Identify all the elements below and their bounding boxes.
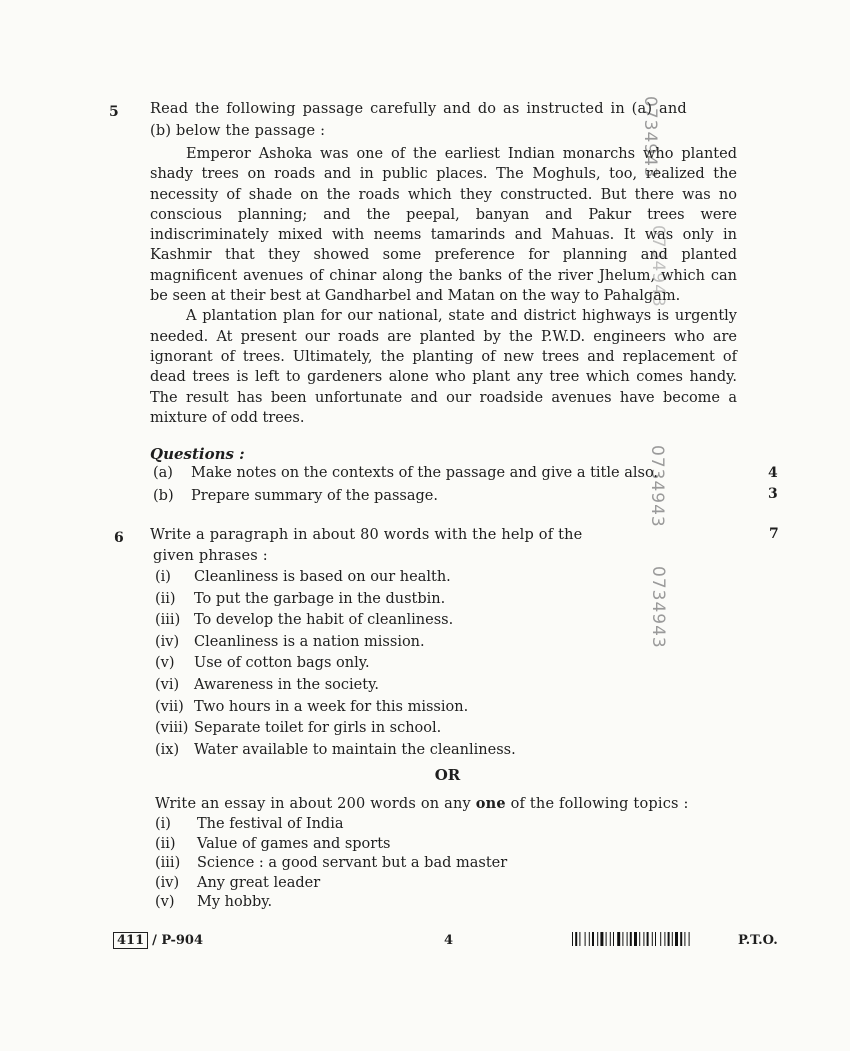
list-item: [155, 740, 516, 762]
list-item-text: Cleanliness is a nation mission.: [194, 633, 425, 650]
list-item-text: To put the garbage in the dustbin.: [194, 590, 446, 607]
paper-code-box: 411: [113, 932, 148, 949]
watermark-serial-3: 0734943: [647, 445, 667, 528]
q5-question-b-marks: 3: [768, 486, 778, 502]
list-item-text: Use of cotton bags only.: [194, 655, 370, 672]
q6-phrase-list: [155, 567, 516, 761]
list-item-text: Separate toilet for girls in school.: [194, 720, 442, 737]
list-item: [155, 675, 516, 697]
q5-question-b: [153, 488, 438, 504]
list-item-label: (v): [155, 894, 175, 911]
q5-question-a-text: Make notes on the contexts of the passage and give a title also.: [191, 465, 659, 481]
list-item-label: (vii): [155, 698, 184, 715]
list-item-label: (v): [155, 655, 175, 672]
q5-question-b-text: Prepare summary of the passage.: [191, 488, 438, 504]
list-item-label: (i): [155, 816, 171, 832]
list-item: [155, 589, 516, 611]
q5-question-a-marks: 4: [768, 465, 778, 481]
list-item: [155, 835, 507, 855]
list-item: [155, 610, 516, 632]
list-item: [155, 718, 516, 740]
list-item: [155, 653, 516, 675]
q6-instruction-line2: given phrases :: [153, 548, 268, 564]
list-item-text: To develop the habit of cleanliness.: [194, 612, 454, 629]
list-item: [155, 854, 507, 874]
paper-code: [113, 933, 203, 948]
watermark-serial-4: 0734943: [648, 566, 668, 649]
list-item: [155, 697, 516, 719]
list-item-label: (iv): [155, 633, 180, 650]
list-item-text: Two hours in a week for this mission.: [194, 698, 469, 715]
list-item-text: Value of games and sports: [197, 835, 391, 852]
watermark-serial-2: 0734943: [648, 225, 668, 308]
list-item-label: (viii): [155, 720, 189, 737]
page-number: 4: [444, 933, 454, 948]
list-item-text: Awareness in the society.: [194, 676, 379, 693]
q5-passage: [150, 144, 737, 428]
list-item-label: (vi): [155, 676, 180, 693]
q5-question-a-label: (a): [153, 465, 173, 481]
list-item-text: My hobby.: [197, 894, 273, 911]
list-item-label: (ix): [155, 741, 180, 758]
q5-instruction-line1: Read the following passage carefully and do as instructed in (a) and: [150, 101, 687, 117]
list-item-text: Cleanliness is based on our health.: [194, 569, 451, 585]
list-item-label: (iii): [155, 855, 181, 872]
passage-paragraph-2: A plantation plan for our national, state and district highways is urgently needed. At present our roads are planted by the P.W.D. engineers who are ignorant of trees. Ultimately, the planting of new trees and replacement of dead trees is left to gardeners alone who plant any tree which comes handy. The result has been unfortunate and our roadside avenues have become a mixture of odd trees.: [150, 308, 737, 426]
questions-heading: Questions :: [150, 445, 245, 463]
list-item-label: (iii): [155, 612, 181, 629]
q5-question-a: [153, 465, 658, 481]
list-item: [155, 632, 516, 654]
list-item: [155, 815, 507, 835]
or-separator: OR: [434, 766, 461, 784]
question-number-6: 6: [114, 530, 124, 546]
list-item-text: Water available to maintain the cleanliness.: [194, 741, 516, 758]
list-item-text: The festival of India: [197, 816, 344, 832]
list-item-label: (i): [155, 569, 171, 585]
essay-topic-list: [155, 815, 507, 913]
q6-instruction-line1: Write a paragraph in about 80 words with the help of the: [150, 527, 583, 543]
pto-label: P.T.O.: [738, 933, 778, 948]
list-item: [155, 893, 507, 913]
essay-instruction-pre: Write an essay in about 200 words on any: [155, 796, 476, 812]
essay-instruction-emphasis: one: [475, 795, 506, 812]
list-item-label: (ii): [155, 835, 176, 852]
essay-instruction-post: of the following topics :: [505, 796, 689, 812]
list-item: [155, 567, 516, 589]
list-item-text: Science : a good servant but a bad master: [197, 855, 508, 872]
list-item: [155, 874, 507, 894]
question-number-5: 5: [109, 104, 119, 120]
q6-marks: 7: [769, 526, 779, 542]
q5-question-b-label: (b): [153, 488, 174, 504]
q5-instruction-line2: (b) below the passage :: [150, 123, 326, 139]
essay-instruction: [155, 795, 689, 812]
list-item-label: (iv): [155, 874, 180, 891]
barcode: [572, 932, 718, 946]
paper-code-rest: / P-904: [152, 933, 204, 948]
watermark-serial-1: 0734943: [640, 96, 660, 179]
list-item-label: (ii): [155, 590, 176, 607]
list-item-text: Any great leader: [197, 874, 321, 891]
passage-paragraph-1: Emperor Ashoka was one of the earliest Indian monarchs who planted shady trees on roads and in public places. The Moghuls, too, realized the necessity of shade on the roads which they constructed. But there was no conscious planning; and the peepal, banyan and Pakur trees were indiscriminately mixed with neems tamarinds and Mahuas. It was only in Kashmir that they showed some preference for planning and planted magnificent avenues of chinar along the banks of the river Jhelum, which can be seen at their best at Gandharbel and Matan on the way to Pahalgam.: [150, 146, 737, 305]
